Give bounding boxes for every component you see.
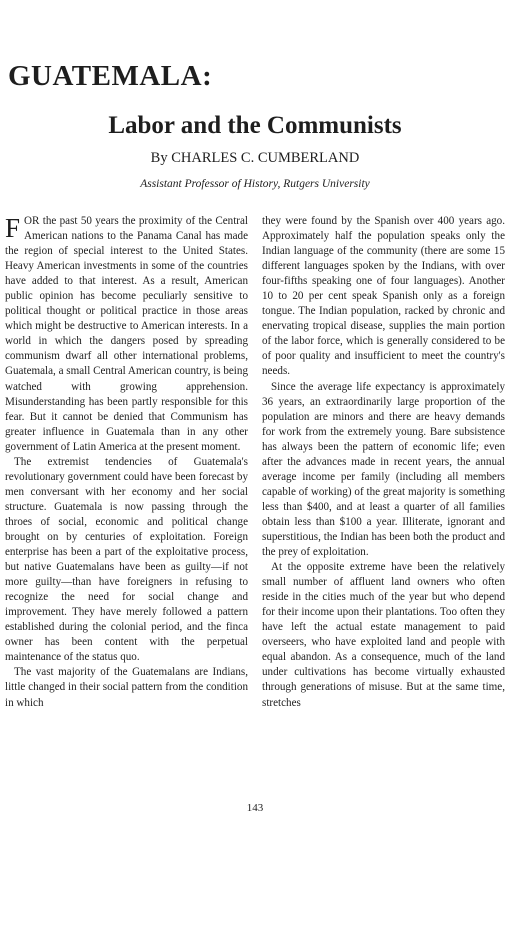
paragraph: they were found by the Spanish over 400 years ago. Approximately half the population speaks only the Indian language of the community (there are some 15 different languages spoken by the Indians, with over four-fifths speaking one of four languages). Another 10 to 20 per cent speak Spanish only as a foreign tongue. The Indian population, racked by chronic and enervating tropical disease, supplies the main portion of the labor force, which is generally considered to be of poor quality and insufficient to meet the country's needs. <box>262 215 505 378</box>
paragraph: The extremist tendencies of Guatemala's revolutionary government could have been forecast by men conversant with her economy and her social structure. Guatemala is now passing through the throes of social, economic and political change brought on by centuries of exploitation. Foreign enterprise has been a part of the exploitative process, but native Guatemalans have been as guilty—if not more guilty—than have foreigners in refusing to recognize the need for social change and improvement. They have merely followed a pattern established during the colonial period, and the finca owner has been content with the perpetual maintenance of the status quo. <box>5 455 248 664</box>
drop-cap: F <box>5 213 21 243</box>
paragraph <box>5 214 248 455</box>
paragraph-text: OR the past 50 years the proximity of the Central American nations to the Panama Canal has made the region of special interest to the United States. Heavy American investments in some of the countries have added to that interest. As a result, American public opinion has become peculiarly sensitive to political thought or political practice in those areas which might be destructive to American interests. In a world in which the dangers posed by spreading communism dwarf all other international problems, Guatemala, a small Central American country, is being watched with growing apprehension. Misunderstanding has been partly responsible for this fear. But it cannot be denied that Communism has greater influence in Guatemala than in any other government of Latin America at the present moment. <box>5 215 248 453</box>
left-column <box>5 214 248 711</box>
paragraph: The vast majority of the Guatemalans are Indians, little changed in their social pattern from the condition in which <box>5 666 248 709</box>
author-affiliation: Assistant Professor of History, Rutgers University <box>140 178 370 190</box>
right-column <box>262 214 505 711</box>
article-kicker: GUATEMALA: <box>8 60 213 92</box>
paragraph: At the opposite extreme have been the relatively small number of affluent land owners who often reside in the cities much of the year but who depend for their income upon their plantations. Too often they have left the actual estate management to paid overseers, who have exploited land and people with equal abandon. As a consequence, much of the land under cultivations has become virtually exhausted through generations of misuse. But at the same time, stretches <box>262 561 505 709</box>
page-number: 143 <box>246 802 264 814</box>
article-title: Labor and the Communists <box>108 112 402 139</box>
paragraph: Since the average life expectancy is approximately 36 years, an extraordinarily large proportion of the population are minors and there are heavy demands for work from the extremely young. Bare subsistence has always been the pattern of economic life; even after the advances made in recent years, the annual average income per family (including all members capable of working) of the great majority is something less than $400, and at least a quarter of all families obtain less than $100 a year. Illiterate, ignorant and superstitious, the Indian has been both the product and the prey of exploitation. <box>262 380 505 559</box>
article-byline: By CHARLES C. CUMBERLAND <box>150 150 360 166</box>
